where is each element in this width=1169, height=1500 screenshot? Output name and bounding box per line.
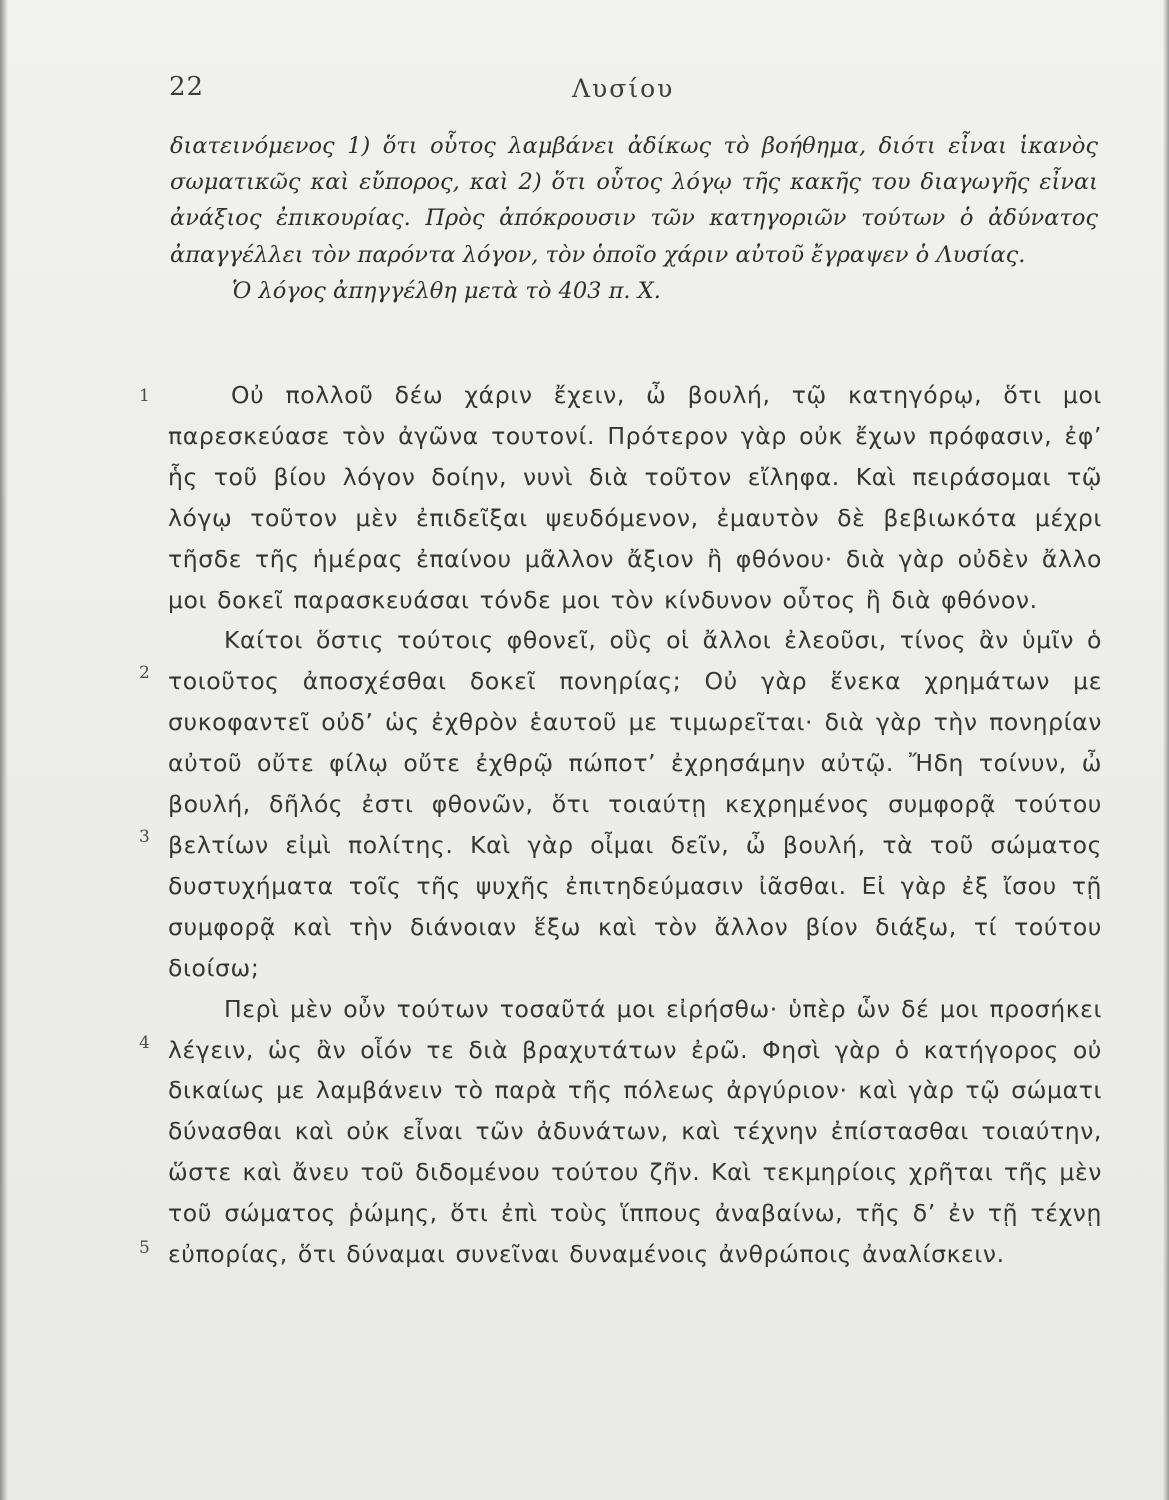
introduction	[170, 128, 1098, 309]
page-edge-shadow-left	[0, 0, 8, 1500]
running-title: Λυσίου	[572, 74, 675, 103]
section-number-3: 3	[139, 827, 150, 847]
section-number-4: 4	[139, 1033, 150, 1053]
paragraph-section-2: Καίτοι ὅστις τούτοις φθονεῖ, οὓς οἱ ἄλλοι ἐλεοῦσι, τίνος ἂν ὑμῖν ὁ τοιοῦτος ἀποσχέσθαι δοκεῖ πονηρίας; Οὐ γὰρ ἕνεκα χρημάτων με συκοφαντεῖ οὐδ’ ὡς ἐχθρὸν ἑαυτοῦ με τιμωρεῖται· διὰ γὰρ τὴν πονηρίαν αὐτοῦ οὔτε φίλῳ οὔτε ἐχθρῷ πώποτ’ ἐχρησάμην αὐτῷ. Ἤδη τοίνυν, ὦ βουλή, δῆλός ἐστι φθονῶν, ὅτι τοιαύτῃ κεχρημένος συμφορᾷ τούτου βελτίων εἰμὶ πολίτης. Καὶ γὰρ οἶμαι δεῖν, ὦ βουλή, τὰ τοῦ σώματος δυστυχήματα τοῖς τῆς ψυχῆς ἐπιτηδεύμασιν ἰᾶσθαι. Εἰ γὰρ ἐξ ἴσου τῇ συμφορᾷ καὶ τὴν διάνοιαν ἕξω καὶ τὸν ἄλλον βίον διάξω, τί τούτου διοίσω;	[168, 626, 1102, 982]
section-number-5: 5	[139, 1238, 150, 1258]
running-head	[0, 72, 1169, 112]
paragraph-section-4: Περὶ μὲν οὖν τούτων τοσαῦτά μοι εἰρήσθω· ὑπὲρ ὧν δέ μοι προσήκει λέγειν, ὡς ἂν οἷόν τε διὰ βραχυτάτων ἐρῶ. Φησὶ γὰρ ὁ κατήγορος οὐ δικαίως με λαμβάνειν τὸ παρὰ τῆς πόλεως ἀργύριον· καὶ γὰρ τῷ σώματι δύνασθαι καὶ οὐκ εἶναι τῶν ἀδυνάτων, καὶ τέχνην ἐπίστασθαι τοιαύτην, ὥστε καὶ ἄνευ τοῦ διδομένου τούτου ζῆν. Καὶ τεκμηρίοις χρῆται τῆς μὲν τοῦ σώματος ῥώμης, ὅτι ἐπὶ τοὺς ἵππους ἀναβαίνω, τῆς δ’ ἐν τῇ τέχνῃ εὐπορίας, ὅτι δύναμαι συνεῖναι δυναμένοις ἀνθρώποις ἀναλίσκειν.	[168, 994, 1102, 1269]
introduction-paragraph: διατεινόμενος 1) ὅτι οὗτος λαμβάνει ἀδίκως τὸ βοήθημα, διότι εἶναι ἱκανὸς σωματικῶς καὶ εὔπορος, καὶ 2) ὅτι οὗτος λόγῳ τῆς κακῆς του διαγωγῆς εἶναι ἀνάξιος ἐπικουρίας. Πρὸς ἀπόκρουσιν τῶν κατηγοριῶν τούτων ὁ ἀδύνατος ἀπαγγέλλει τὸν παρόντα λόγον, τὸν ὁποῖο χάριν αὐτοῦ ἔγραψεν ὁ Λυσίας.	[170, 133, 1098, 268]
speech-text	[168, 375, 1102, 1275]
page-edge-shadow-right	[1163, 0, 1169, 1500]
section-number-1: 1	[139, 386, 150, 406]
date-note: Ὁ λόγος ἀπηγγέλθη μετὰ τὸ 403 π. Χ.	[232, 277, 661, 304]
page-number: 22	[169, 72, 205, 102]
section-number-2: 2	[139, 663, 150, 683]
paragraph-section-1: Οὐ πολλοῦ δέω χάριν ἔχειν, ὦ βουλή, τῷ κατηγόρῳ, ὅτι μοι παρεσκεύασε τὸν ἀγῶνα τουτονί. Πρότερον γὰρ οὐκ ἔχων πρόφασιν, ἐφ’ ἧς τοῦ βίου λόγον δοίην, νυνὶ διὰ τοῦτον εἴληφα. Καὶ πειράσομαι τῷ λόγῳ τοῦτον μὲν ἐπιδεῖξαι ψευδόμενον, ἐμαυτὸν δὲ βεβιωκότα μέχρι τῆσδε τῆς ἡμέρας ἐπαίνου μᾶλλον ἄξιον ἢ φθόνου· διὰ γὰρ οὐδὲν ἄλλο μοι δοκεῖ παρασκευάσαι τόνδε μοι τὸν κίνδυνον οὗτος ἢ διὰ φθόνον.	[168, 381, 1102, 614]
